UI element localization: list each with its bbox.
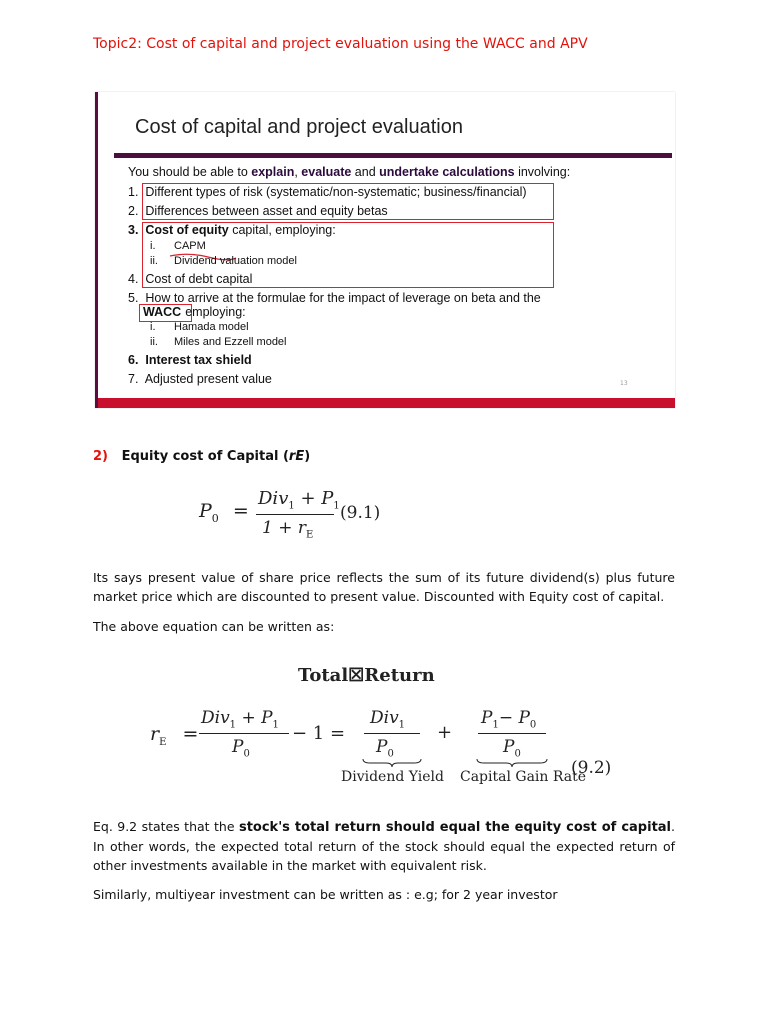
- intro-evaluate: evaluate: [301, 165, 352, 179]
- eq-sub: E: [159, 736, 167, 748]
- eq-sub: 0: [514, 748, 521, 760]
- paragraph-1: Its says present value of share price reflects the sum of its future dividend(s) plus future market price which are discounted to present value. Discounted with Equity cost of capital.: [93, 570, 675, 604]
- eq91-denominator: [262, 518, 313, 540]
- intro-sep2: and: [351, 165, 380, 179]
- slide-number: 13: [620, 380, 628, 387]
- sub-text: Miles and Ezzell model: [174, 336, 287, 348]
- section-title-var: rE: [288, 449, 305, 464]
- item-text: Cost of debt capital: [145, 272, 253, 286]
- section-title: Equity cost of Capital (: [121, 449, 289, 464]
- lecture-slide: [95, 92, 675, 408]
- eq91-numerator: [258, 488, 340, 512]
- item-number: 7.: [128, 372, 139, 386]
- eq-div: Div: [201, 708, 230, 728]
- item-number: 3.: [128, 223, 139, 237]
- sub-number: i.: [150, 240, 156, 252]
- para3-prefix: Eq. 9.2 states that the: [93, 819, 239, 834]
- eq92-frac3-bar: [478, 733, 546, 734]
- item-number: 2.: [128, 204, 139, 218]
- slide-item-7: [128, 372, 272, 386]
- eq92-heading: Total☒Return: [298, 665, 435, 686]
- slide-title-rule: [114, 153, 672, 158]
- eq-minus-p: − P: [498, 708, 530, 728]
- eq-sub: 1: [288, 500, 295, 512]
- eq-den: 1 + r: [262, 518, 306, 538]
- eq-sub: 0: [243, 748, 250, 760]
- item-text: employing:: [185, 305, 246, 319]
- paragraph-4: Similarly, multiyear investment can be written as : e.g; for 2 year investor: [93, 887, 558, 902]
- eq92-dividend-yield-label: Dividend Yield: [341, 769, 444, 785]
- para3-bold: stock's total return should equal the equity cost of capital: [238, 820, 672, 835]
- eq92-label: (9.2): [571, 758, 612, 778]
- eq92-lhs: [150, 723, 198, 748]
- section-number: 2): [93, 449, 108, 464]
- eq-plus-p: + P: [300, 488, 334, 509]
- slide-item-1: [128, 185, 527, 199]
- eq-sub: 1: [333, 500, 340, 512]
- section-title-suffix: ): [304, 449, 311, 464]
- slide-item-3-sub-1: [150, 240, 206, 252]
- slide-intro: [128, 165, 570, 179]
- sub-number: i.: [150, 321, 156, 333]
- section-heading: [93, 449, 310, 464]
- item-text: Interest tax shield: [145, 353, 252, 367]
- eq-sub: E: [306, 529, 314, 541]
- item-number: 1.: [128, 185, 139, 199]
- eq92-frac2-num: [370, 708, 405, 730]
- sub-text: CAPM: [174, 240, 206, 252]
- slide-item-5-sub-1: [150, 321, 249, 333]
- eq-sub: 1: [272, 719, 279, 731]
- intro-text: You should be able to: [128, 165, 252, 179]
- item-text: capital, employing:: [228, 223, 336, 237]
- eq91-lhs: [199, 500, 249, 525]
- item-text: Adjusted present value: [144, 372, 272, 386]
- eq-plus-p: + P: [236, 708, 273, 728]
- eq-sub: 0: [529, 719, 537, 731]
- slide-item-6: [128, 353, 252, 367]
- eq92-plus: +: [437, 722, 453, 743]
- eq92-underbrace-yield: [362, 758, 422, 768]
- eq-div: Div: [258, 488, 289, 509]
- eq-sub: 0: [387, 748, 394, 760]
- slide-item-5-sub-2: [150, 336, 287, 348]
- slide-item-4: [128, 272, 252, 286]
- slide-item-5: [128, 291, 541, 305]
- slide-footer-bar: [98, 398, 675, 408]
- eq92-frac1-den: [232, 737, 250, 759]
- slide-item-2: [128, 204, 388, 218]
- intro-explain: explain: [251, 165, 295, 179]
- eq92-frac1-bar: [199, 733, 289, 734]
- eq91-label: (9.1): [340, 503, 381, 523]
- slide-title: Cost of capital and project evaluation: [135, 116, 463, 138]
- eq-equals: =: [232, 500, 249, 522]
- sub-number: ii.: [150, 336, 158, 348]
- para3-suffix: . In other words, the expected total return of the stock should equal the expected return of other investments available in the market with equivalent risk.: [93, 819, 675, 873]
- intro-sep1: ,: [294, 165, 302, 179]
- eq-sub: 1: [492, 719, 499, 731]
- eq-sub: 1: [398, 719, 406, 731]
- slide-item-3: [128, 223, 336, 237]
- topic-title: Topic2: Cost of capital and project evaluation using the WACC and APV: [93, 36, 588, 52]
- item-number: 4.: [128, 272, 139, 286]
- item-text: Differences between asset and equity betas: [145, 204, 388, 218]
- eq92-frac3-den: [503, 737, 521, 759]
- item-text: Different types of risk (systematic/non-systematic; business/financial): [145, 185, 527, 199]
- eq-symbol: r: [150, 723, 160, 745]
- item-bold: Cost of equity: [145, 223, 229, 237]
- eq-sub: 1: [229, 719, 237, 731]
- eq91-fraction-bar: [256, 514, 334, 515]
- item-text: How to arrive at the formulae for the impact of leverage on beta and the: [145, 291, 541, 305]
- wacc-label: WACC: [143, 305, 182, 319]
- paragraph-3: [93, 817, 675, 875]
- eq-equals: =: [182, 723, 199, 745]
- sub-text: Dividend valuation model: [174, 255, 297, 267]
- paragraph-2: The above equation can be written as:: [93, 619, 335, 634]
- sub-number: ii.: [150, 255, 158, 267]
- eq-div: Div: [370, 708, 399, 728]
- intro-suffix: involving:: [514, 165, 571, 179]
- eq92-capital-gain-label: Capital Gain Rate: [460, 769, 586, 785]
- eq-symbol: P: [199, 500, 212, 522]
- sub-text: Hamada model: [174, 321, 249, 333]
- item-number: 6.: [128, 353, 139, 367]
- item-number: 5.: [128, 291, 139, 305]
- eq92-frac1-num: [201, 708, 279, 730]
- eq92-minus-one: − 1 =: [292, 723, 346, 744]
- eq-p: P: [503, 737, 515, 757]
- eq92-frac3-num: [481, 708, 536, 730]
- eq92-frac2-den: [376, 737, 394, 759]
- slide-item-5-line2: [143, 305, 246, 319]
- eq92-underbrace-gain: [476, 758, 548, 768]
- intro-calculations: undertake calculations: [379, 165, 515, 179]
- eq-p: P: [376, 737, 388, 757]
- eq-p: P: [481, 708, 493, 728]
- eq-p: P: [232, 737, 244, 757]
- eq92-frac2-bar: [364, 733, 420, 734]
- slide-item-3-sub-2: [150, 255, 297, 267]
- eq-sub: 0: [211, 511, 219, 525]
